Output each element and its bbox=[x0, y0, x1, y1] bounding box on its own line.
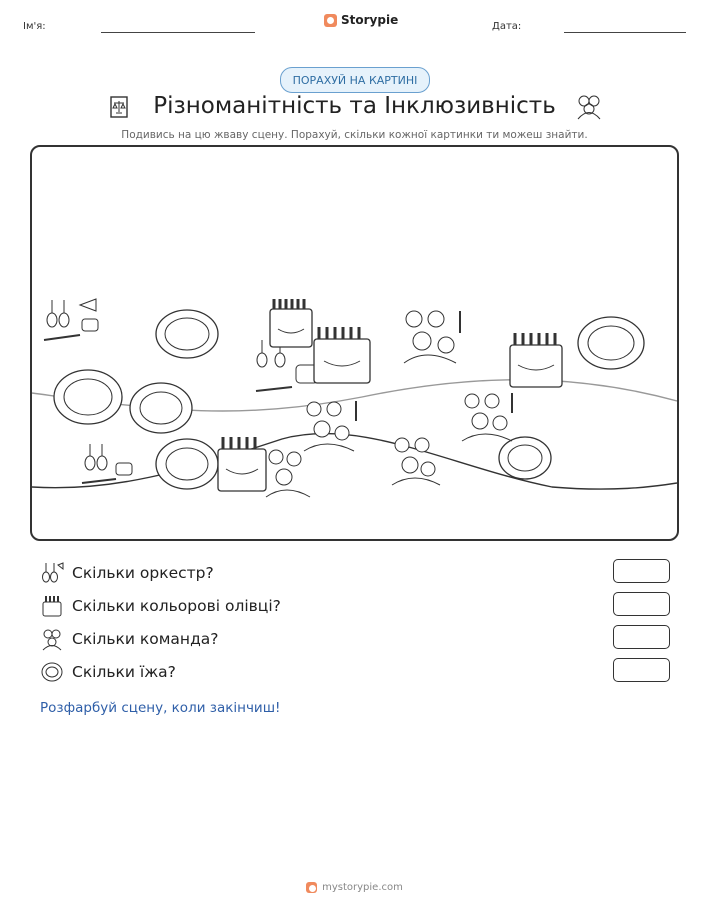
site-footer bbox=[0, 882, 709, 893]
food-plate-icon bbox=[499, 437, 551, 479]
answer-box[interactable] bbox=[613, 559, 670, 583]
orchestra-icon bbox=[44, 299, 98, 340]
front-hill-line bbox=[32, 434, 677, 490]
counting-scene bbox=[30, 145, 679, 541]
page-subtitle: Подивись на цю жваву сцену. Порахуй, скільки кожної картинки ти можеш знайти. bbox=[121, 129, 588, 141]
back-hill-line bbox=[32, 380, 677, 411]
question-label: Скільки команда? bbox=[72, 630, 219, 648]
site-url[interactable]: mystorypie.com bbox=[322, 882, 403, 893]
food-plate-icon bbox=[130, 383, 192, 433]
answer-box[interactable] bbox=[613, 658, 670, 682]
food-plate-icon bbox=[578, 317, 644, 369]
food-plate-icon bbox=[156, 439, 218, 489]
question-label: Скільки кольорові олівці? bbox=[72, 597, 281, 615]
brand-name: Storypie bbox=[341, 13, 399, 27]
orchestra-icon bbox=[40, 561, 64, 585]
crayons-icon bbox=[270, 299, 312, 347]
question-label: Скільки їжа? bbox=[72, 663, 176, 681]
storypie-logo-icon bbox=[324, 14, 337, 27]
crayons-icon bbox=[314, 327, 370, 383]
food-plate-icon bbox=[156, 310, 218, 358]
page-title: Різноманітність та Інклюзивність bbox=[153, 93, 556, 119]
date-label: Дата: bbox=[492, 21, 522, 32]
coloring-instruction: Розфарбуй сцену, коли закінчиш! bbox=[40, 700, 281, 716]
orchestra-icon bbox=[82, 444, 132, 483]
date-line[interactable] bbox=[564, 32, 686, 33]
crayons-icon bbox=[218, 437, 266, 491]
answer-box[interactable] bbox=[613, 592, 670, 616]
crayons-icon bbox=[510, 333, 562, 387]
question-row-orchestra bbox=[40, 561, 214, 585]
question-row-food bbox=[40, 660, 176, 684]
team-icon bbox=[40, 627, 64, 651]
crayons-icon bbox=[40, 594, 64, 618]
team-icon bbox=[392, 438, 440, 485]
question-row-team bbox=[40, 627, 219, 651]
count-badge: ПОРАХУЙ НА КАРТИНІ bbox=[280, 67, 430, 93]
team-icon bbox=[462, 393, 512, 441]
team-icon bbox=[266, 450, 310, 497]
name-line[interactable] bbox=[101, 32, 255, 33]
team-icon bbox=[574, 92, 604, 120]
storypie-logo-icon bbox=[306, 882, 317, 893]
answer-box[interactable] bbox=[613, 625, 670, 649]
team-icon bbox=[404, 311, 460, 363]
food-plate-icon bbox=[40, 660, 64, 684]
brand-logo bbox=[324, 13, 398, 27]
food-plate-icon bbox=[54, 370, 122, 424]
question-row-crayons bbox=[40, 594, 281, 618]
name-label: Ім'я: bbox=[23, 21, 46, 32]
team-icon bbox=[304, 401, 356, 451]
question-label: Скільки оркестр? bbox=[72, 564, 214, 582]
